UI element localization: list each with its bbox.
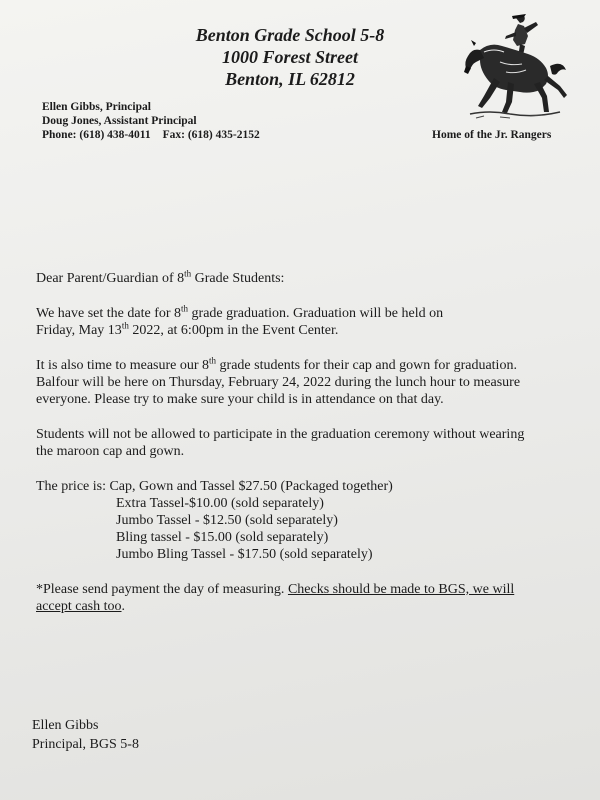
p1-superscript-1: th — [181, 303, 189, 314]
school-address-block — [150, 24, 430, 90]
p1-text-b: grade graduation. Graduation will be held on — [188, 306, 444, 321]
salutation — [36, 270, 566, 287]
price-item: Jumbo Tassel - $12.50 (sold separately) — [116, 513, 338, 528]
salutation-text-b: Grade Students: — [191, 271, 285, 286]
mascot-caption: Home of the Jr. Rangers — [432, 129, 552, 141]
p3-text-b: the maroon cap and gown. — [36, 444, 185, 459]
p2-text-c: Balfour will be here on Thursday, February 24, 2022 during the lunch hour to measure — [36, 375, 521, 390]
requirement-paragraph — [36, 426, 566, 460]
price-item: Jumbo Bling Tassel - $17.50 (sold separately) — [116, 547, 373, 562]
signature-title: Principal, BGS 5-8 — [32, 737, 139, 752]
p1-superscript-2: th — [121, 320, 129, 331]
p1-text-c: Friday, May 13 — [36, 323, 122, 338]
school-city: Benton, IL 62812 — [225, 69, 355, 89]
payment-note-underlined-b: accept cash too — [36, 599, 122, 614]
p2-text-b: grade students for their cap and gown for graduation. — [216, 358, 517, 373]
letterhead — [0, 0, 600, 150]
salutation-text-a: Dear Parent/Guardian of 8 — [36, 271, 185, 286]
letter-body — [36, 270, 566, 615]
phone-fax-line — [42, 128, 260, 142]
p2-superscript: th — [209, 355, 217, 366]
payment-note-underlined-a: Checks should be made to BGS, we will — [287, 582, 515, 597]
principal-line: Ellen Gibbs, Principal — [42, 101, 151, 113]
price-list — [36, 478, 566, 563]
signature-name: Ellen Gibbs — [32, 718, 99, 733]
payment-note — [36, 581, 566, 615]
salutation-superscript: th — [184, 268, 192, 279]
p1-text-d: 2022, at 6:00pm in the Event Center. — [128, 323, 339, 338]
price-intro: The price is: Cap, Gown and Tassel $27.50 (Packaged together) — [36, 479, 393, 494]
p2-text-d: everyone. Please try to make sure your child is in attendance on that day. — [36, 392, 444, 407]
price-item: Bling tassel - $15.00 (sold separately) — [116, 530, 329, 545]
staff-contact-block — [42, 100, 260, 142]
bucking-horse-rider-icon — [460, 10, 570, 122]
measurement-paragraph — [36, 357, 566, 408]
payment-note-text: *Please send payment the day of measuring. — [36, 582, 288, 597]
payment-note-end: . — [121, 599, 126, 614]
phone-number: Phone: (618) 438-4011 — [42, 129, 151, 141]
assistant-line: Doug Jones, Assistant Principal — [42, 115, 197, 127]
school-street: 1000 Forest Street — [221, 47, 358, 67]
fax-number: Fax: (618) 435-2152 — [162, 129, 260, 141]
graduation-date-paragraph — [36, 305, 566, 339]
school-name: Benton Grade School 5-8 — [195, 25, 385, 45]
p2-text-a: It is also time to measure our 8 — [36, 358, 210, 373]
price-item: Extra Tassel-$10.00 (sold separately) — [116, 496, 324, 511]
p1-text-a: We have set the date for 8 — [36, 306, 182, 321]
p3-text-a: Students will not be allowed to participate in the graduation ceremony without wearing — [36, 427, 525, 442]
signature-block — [32, 716, 139, 754]
